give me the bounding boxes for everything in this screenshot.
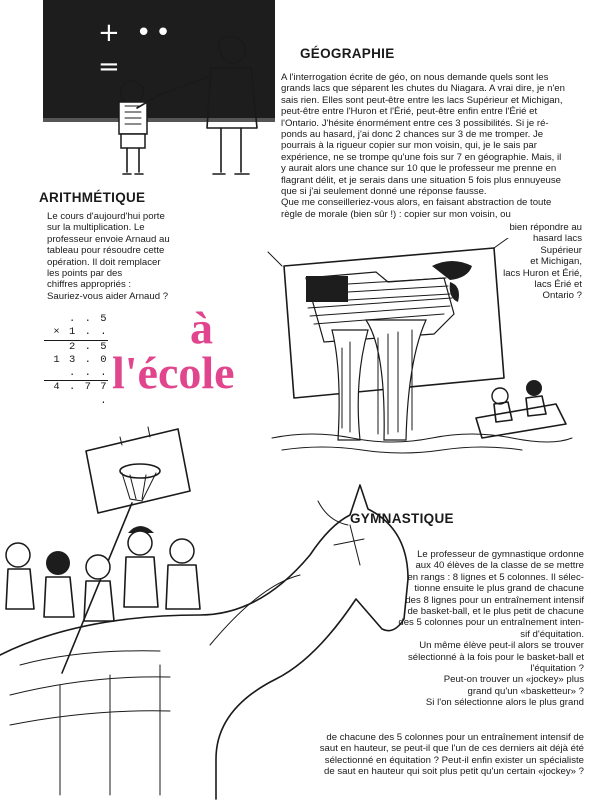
- text-line: l'équitation ?: [530, 663, 584, 675]
- geographie-title: GÉOGRAPHIE: [300, 46, 395, 61]
- text-line: Le professeur de gymnastique ordonne: [417, 549, 584, 560]
- text-line: des 8 lignes pour un entraînement intensif: [405, 594, 584, 606]
- gymnastique-paragraph-top: [392, 549, 584, 709]
- text-line: de chacune des 5 colonnes pour un entraînement intensif de: [326, 732, 584, 743]
- text-line: opération. Il doit remplacer: [47, 256, 161, 268]
- text-line: de saut en hauteur qui soit plus petit qu'un certain «jockey» ?: [324, 766, 584, 778]
- blackboard-text-line2: =: [98, 52, 120, 82]
- blackboard-text-line1: + ••: [98, 18, 175, 48]
- text-line: Sauriez-vous aider Arnaud ?: [47, 290, 169, 302]
- text-line: expérience, ne se trompe qu'une fois sur 7 en géographie. Mais, il: [281, 151, 562, 163]
- multiplication-operation: [44, 313, 108, 408]
- text-line: sélectionné à la fois pour le basket-ball et: [408, 651, 584, 663]
- text-line: sais rien. Elles sont peut-être entre les lacs Supérieur et Michigan,: [281, 94, 563, 106]
- text-line: de basket-ball, et le plus petit de chacune: [407, 606, 584, 618]
- text-line: peut-être entre l'Huron et l'Érié, peut-être enfin entre l'Érié et: [281, 106, 538, 118]
- operation-line: × 1 . .: [44, 326, 108, 340]
- text-line: aux 40 élèves de la classe de se mettre: [415, 560, 584, 572]
- text-line: A l'interrogation écrite de géo, on nous demande quels sont les: [281, 72, 549, 83]
- text-line: les points par des: [47, 268, 123, 280]
- text-line: l'Ontario. J'hésite énormément entre ces 3 possibilités. Si je ré-: [281, 117, 549, 129]
- operation-line: 4 . 7 7 .: [53, 381, 108, 407]
- text-line: chiffres appropriés :: [47, 279, 132, 291]
- arithmetique-title: ARITHMÉTIQUE: [39, 190, 146, 205]
- gymnastique-title: GYMNASTIQUE: [350, 511, 454, 526]
- text-line: Supérieur: [540, 244, 582, 256]
- text-line: professeur envoie Arnaud au: [47, 233, 170, 245]
- text-line: tionne ensuite le plus grand de chacune: [414, 583, 584, 595]
- text-line: sur la multiplication. Le: [47, 222, 145, 234]
- text-line: pourrais à la rigueur copier sur mon voisin, qui, je le sais par: [281, 140, 537, 152]
- text-line: y aurait alors une chance sur 10 que le professeur me prenne en: [281, 163, 557, 175]
- text-line: sélectionné en équitation ? Peut-il enfin exister un spécialiste: [324, 754, 584, 766]
- text-line: grand qu'un «basketteur» ?: [467, 685, 584, 697]
- text-line: Le cours d'aujourd'hui porte: [47, 211, 165, 222]
- gymnastique-paragraph-bottom: [276, 732, 584, 778]
- text-line: que si j'ai seulement donné une réponse fausse.: [281, 186, 487, 198]
- text-line: en rangs : 8 lignes et 5 colonnes. Il sélec-: [407, 571, 584, 583]
- text-line: saut en hauteur, se peut-il que l'un de ces derniers ait déjà été: [319, 743, 584, 755]
- text-line: Si l'on sélectionne alors le plus grand: [425, 697, 584, 709]
- text-line: tableau pour résoudre cette: [47, 245, 165, 257]
- operation-line: 1 3 . 0: [53, 353, 108, 366]
- geographie-paragraph: [281, 72, 583, 220]
- text-line: lacs Érié et: [534, 279, 582, 291]
- text-line: flagrant délit, et je serais dans une situation 5 fois plus ennuyeuse: [281, 174, 561, 186]
- text-line: Que me conseilleriez-vous alors, en faisant abstraction de toute: [281, 197, 552, 209]
- headline-ecole: l'école: [112, 347, 235, 398]
- headline-a: à: [190, 302, 213, 353]
- text-line: sif d'équitation.: [520, 628, 584, 640]
- operation-line: 2 . 5: [68, 340, 108, 353]
- arithmetique-paragraph: [47, 211, 207, 302]
- text-line: Peut-on trouver un «jockey» plus: [443, 674, 584, 686]
- text-line: des 5 colonnes pour un entraînement inten-: [398, 617, 584, 629]
- text-line: lacs Huron et Érié,: [503, 267, 582, 279]
- blackboard-illustration: [43, 0, 275, 180]
- text-line: Ontario ?: [542, 290, 582, 302]
- text-line: bien répondre au: [509, 222, 582, 233]
- operation-line: . . .: [44, 367, 108, 381]
- operation-line: . . 5: [68, 313, 108, 325]
- text-line: et Michigan,: [530, 256, 582, 268]
- text-line: grands lacs que séparent les chutes du Niagara. A vrai dire, je n'en: [281, 83, 565, 95]
- text-line: ponds au hasard, j'ai donc 2 chances sur 3 de me tromper. Je: [281, 129, 544, 141]
- text-line: hasard lacs: [532, 233, 582, 245]
- text-line: Un même élève peut-il alors se trouver: [419, 640, 584, 652]
- text-line: règle de morale (bien sûr !) : copier sur mon voisin, ou: [281, 208, 511, 220]
